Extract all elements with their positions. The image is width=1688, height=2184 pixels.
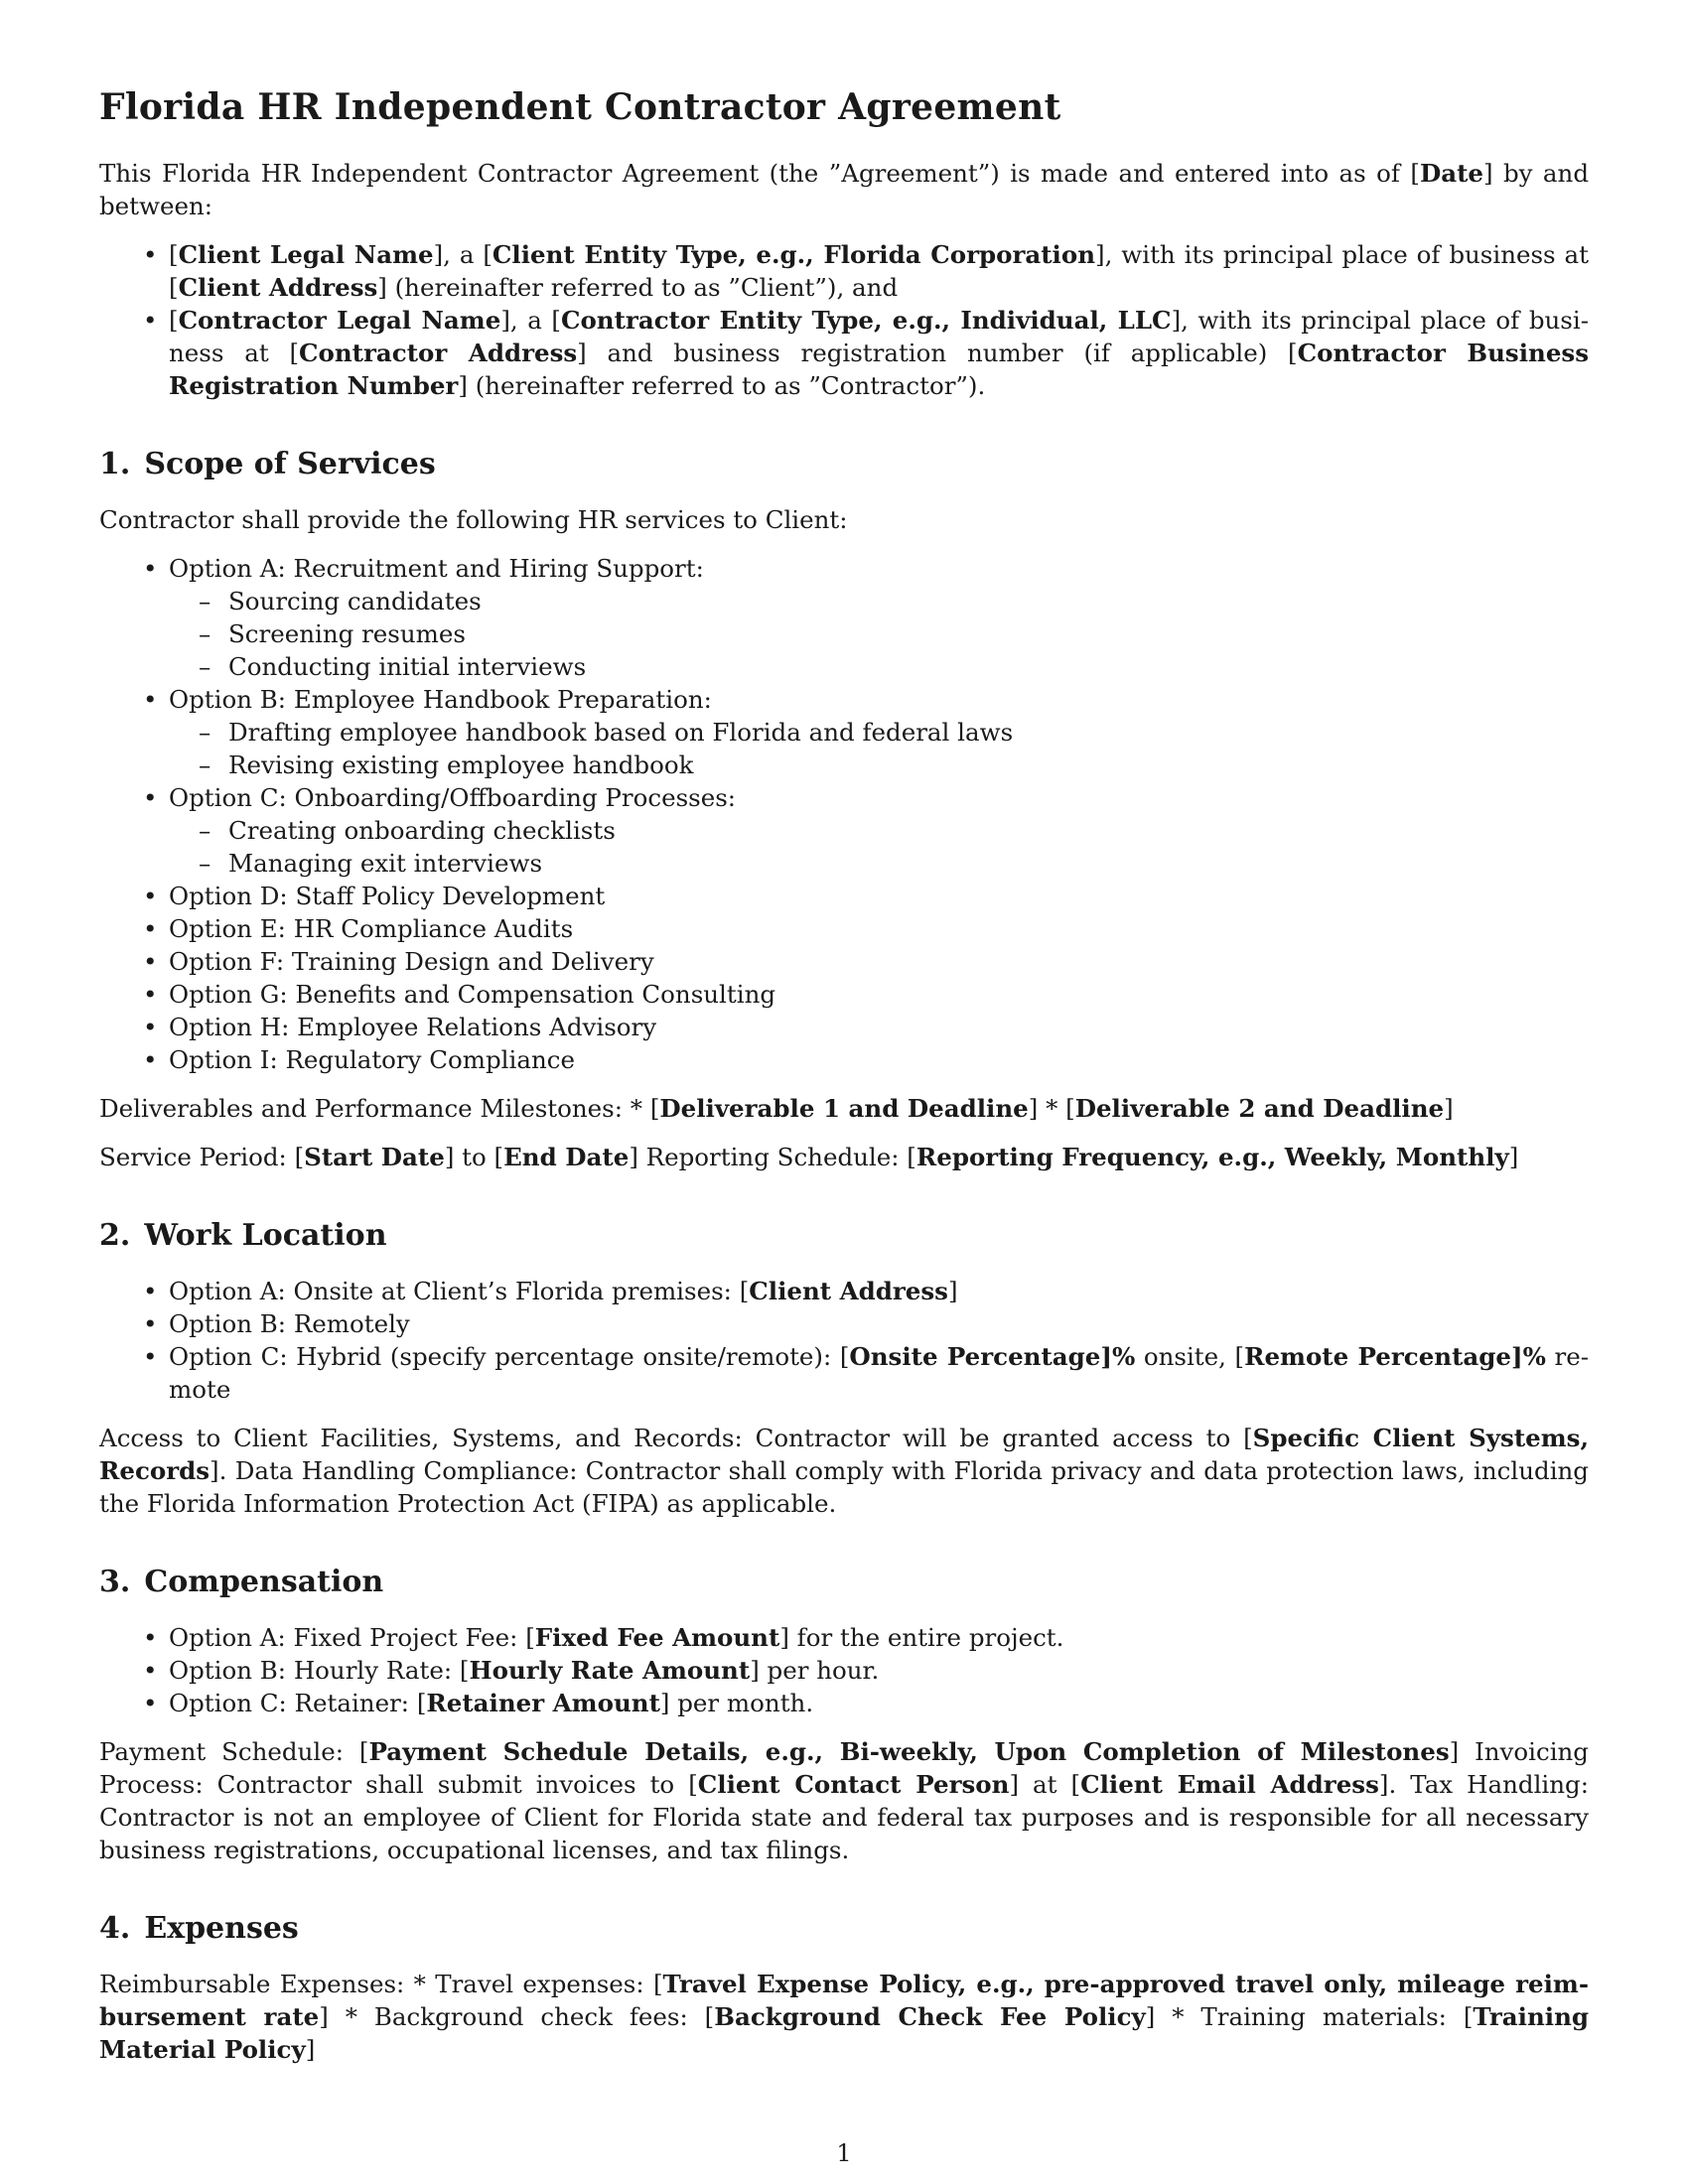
placeholder-deliverable-2: Deliverable 2 and Deadline bbox=[1074, 1094, 1445, 1123]
list-item: • Option H: Employee Relations Advisory bbox=[169, 1011, 1589, 1043]
placeholder-travel-policy: Travel Expense Policy, e.g., pre-approved travel only, mileage reimbursement rate bbox=[99, 1970, 1589, 2031]
placeholder-end-date: End Date bbox=[503, 1143, 630, 1171]
placeholder-client-name: Client Legal Name bbox=[178, 240, 434, 269]
list-item: • Option F: Training Design and Delivery bbox=[169, 945, 1589, 978]
list-item: • Option C: Retainer: [Retainer Amount] per month. bbox=[169, 1687, 1589, 1719]
service-period-paragraph: Service Period: [Start Date] to [End Date] Reporting Schedule: [Reporting Frequency, e.g., Weekly, Monthly] bbox=[99, 1143, 1519, 1171]
placeholder-retainer: Retainer Amount bbox=[426, 1689, 660, 1717]
sub-list bbox=[169, 585, 1589, 683]
document-title: Florida HR Independent Contractor Agreement bbox=[99, 86, 1061, 128]
placeholder-start-date: Start Date bbox=[304, 1143, 445, 1171]
party-client: • [Client Legal Name], a [Client Entity Type, e.g., Florida Corporation], with its principal place of business at [Client Address] (hereinafter referred to as ”Client”), and bbox=[169, 238, 1589, 304]
placeholder-hourly-rate: Hourly Rate Amount bbox=[469, 1656, 751, 1685]
sub-list-item: – Drafting employee handbook based on Florida and federal laws bbox=[228, 716, 1589, 749]
placeholder-background-check-policy: Background Check Fee Policy bbox=[714, 2002, 1146, 2031]
section-heading-expenses: 4. Expenses bbox=[99, 1911, 299, 1946]
list-item: • Option C: Onboarding/Offboarding Processes: – Creating onboarding checklists – Managing exit interviews bbox=[169, 781, 1589, 880]
placeholder-date: Date bbox=[1419, 159, 1483, 188]
sub-list bbox=[169, 716, 1589, 781]
sub-list-item: – Managing exit interviews bbox=[228, 847, 1589, 880]
work-location-list bbox=[99, 1275, 1589, 1406]
access-paragraph: Access to Client Facilities, Systems, and Records: Contractor will be granted access to [Specific Client Systems, Records]. Data Handling Compliance: Contractor shall comply with Florida privacy and data protection laws, including the Florida Information Protection Act (FIPA) as applicable. bbox=[99, 1424, 1589, 1518]
parties-list bbox=[99, 238, 1589, 402]
party-contractor: • [Contractor Legal Name], a [Contractor Entity Type, e.g., Individual, LLC], with its principal place of business at [Contractor Address] and business registration number (if applicable) [Contractor Business Registration Number] (hereinafter referred to as ”Contractor”). bbox=[169, 304, 1589, 402]
placeholder-contractor-entity: Contractor Entity Type, e.g., Individual, LLC bbox=[560, 306, 1172, 335]
list-item: • Option G: Benefits and Compensation Consulting bbox=[169, 978, 1589, 1011]
scope-options-list bbox=[99, 552, 1589, 1076]
list-item: • Option A: Onsite at Client’s Florida premises: [Client Address] bbox=[169, 1275, 1589, 1307]
payment-paragraph: Payment Schedule: [Payment Schedule Details, e.g., Bi-weekly, Upon Completion of Milestones] Invoicing Process: Contractor shall submit invoices to [Client Contact Person] at [Client Email Address]. Tax Handling: Contractor is not an employee of Client for Florida state and federal tax purposes and is responsible for all necessary business registrations, occupational licenses, and tax filings. bbox=[99, 1737, 1589, 1864]
placeholder-contractor-name: Contractor Legal Name bbox=[178, 306, 501, 335]
list-item: • Option I: Regulatory Compliance bbox=[169, 1043, 1589, 1076]
placeholder-reporting-frequency: Reporting Frequency, e.g., Weekly, Monthly bbox=[915, 1143, 1509, 1171]
placeholder-training-policy: Training Material Policy bbox=[99, 2002, 1590, 2064]
list-item: • Option E: HR Compliance Audits bbox=[169, 912, 1589, 945]
placeholder-client-address: Client Address bbox=[749, 1277, 948, 1305]
sub-list-item: – Creating onboarding checklists bbox=[228, 814, 1589, 847]
list-item: • Option A: Recruitment and Hiring Support: – Sourcing candidates – Screening resumes – Conducting initial interviews bbox=[169, 552, 1589, 683]
page-number: 1 bbox=[836, 2139, 852, 2167]
section-heading-work-location: 2. Work Location bbox=[99, 1218, 387, 1253]
section-heading-compensation: 3. Compensation bbox=[99, 1565, 384, 1599]
list-item: • Option D: Staff Policy Development bbox=[169, 880, 1589, 912]
sub-list bbox=[169, 814, 1589, 880]
sub-list-item: – Screening resumes bbox=[228, 617, 1589, 650]
expenses-paragraph: Reimbursable Expenses: * Travel expenses: [Travel Expense Policy, e.g., pre-approved travel only, mileage reimbursement rate] * Background check fees: [Background Check Fee Policy] * Training materials: [Training Material Policy] bbox=[99, 1970, 1590, 2064]
sub-list-item: – Sourcing candidates bbox=[228, 585, 1589, 617]
deliverables-paragraph: Deliverables and Performance Milestones: * [Deliverable 1 and Deadline] * [Deliverable 2 and Deadline] bbox=[99, 1094, 1454, 1123]
compensation-list bbox=[99, 1621, 1589, 1719]
placeholder-contractor-registration: Contractor Business Registration Number bbox=[169, 339, 1590, 400]
list-item: • Option B: Remotely bbox=[169, 1307, 1589, 1340]
sub-list-item: – Conducting initial interviews bbox=[228, 650, 1589, 683]
placeholder-client-entity: Client Entity Type, e.g., Florida Corporation bbox=[492, 240, 1096, 269]
list-item: • Option A: Fixed Project Fee: [Fixed Fee Amount] for the entire project. bbox=[169, 1621, 1589, 1654]
list-item: • Option B: Hourly Rate: [Hourly Rate Amount] per hour. bbox=[169, 1654, 1589, 1687]
sub-list-item: – Revising existing employee handbook bbox=[228, 749, 1589, 781]
placeholder-deliverable-1: Deliverable 1 and Deadline bbox=[659, 1094, 1029, 1123]
placeholder-onsite-percentage: Onsite Percentage bbox=[849, 1342, 1101, 1371]
section-heading-scope: 1. Scope of Services bbox=[99, 447, 436, 481]
intro-paragraph: This Florida HR Independent Contractor Agreement (the ”Agreement”) is made and entered into as of [Date] by and between: bbox=[99, 159, 1589, 220]
placeholder-client-address: Client Address bbox=[178, 273, 378, 302]
scope-lead: Contractor shall provide the following HR services to Client: bbox=[99, 505, 848, 534]
list-item: • Option C: Hybrid (specify percentage onsite/remote): [Onsite Percentage]% onsite, [Remote Percentage]% remote bbox=[169, 1340, 1589, 1406]
placeholder-client-email: Client Email Address bbox=[1080, 1770, 1379, 1799]
placeholder-remote-percentage: Remote Percentage bbox=[1244, 1342, 1512, 1371]
document-content bbox=[99, 85, 1589, 2066]
placeholder-client-systems: Specific Client Systems, Records bbox=[99, 1424, 1589, 1485]
list-item: • Option B: Employee Handbook Preparation: – Drafting employee handbook based on Florida and federal laws – Revising existing employee handbook bbox=[169, 683, 1589, 781]
placeholder-fixed-fee: Fixed Fee Amount bbox=[534, 1623, 780, 1652]
placeholder-client-contact: Client Contact Person bbox=[697, 1770, 1010, 1799]
placeholder-contractor-address: Contractor Address bbox=[299, 339, 578, 367]
placeholder-payment-schedule: Payment Schedule Details, e.g., Bi-weekly, Upon Completion of Milestones bbox=[368, 1737, 1450, 1766]
